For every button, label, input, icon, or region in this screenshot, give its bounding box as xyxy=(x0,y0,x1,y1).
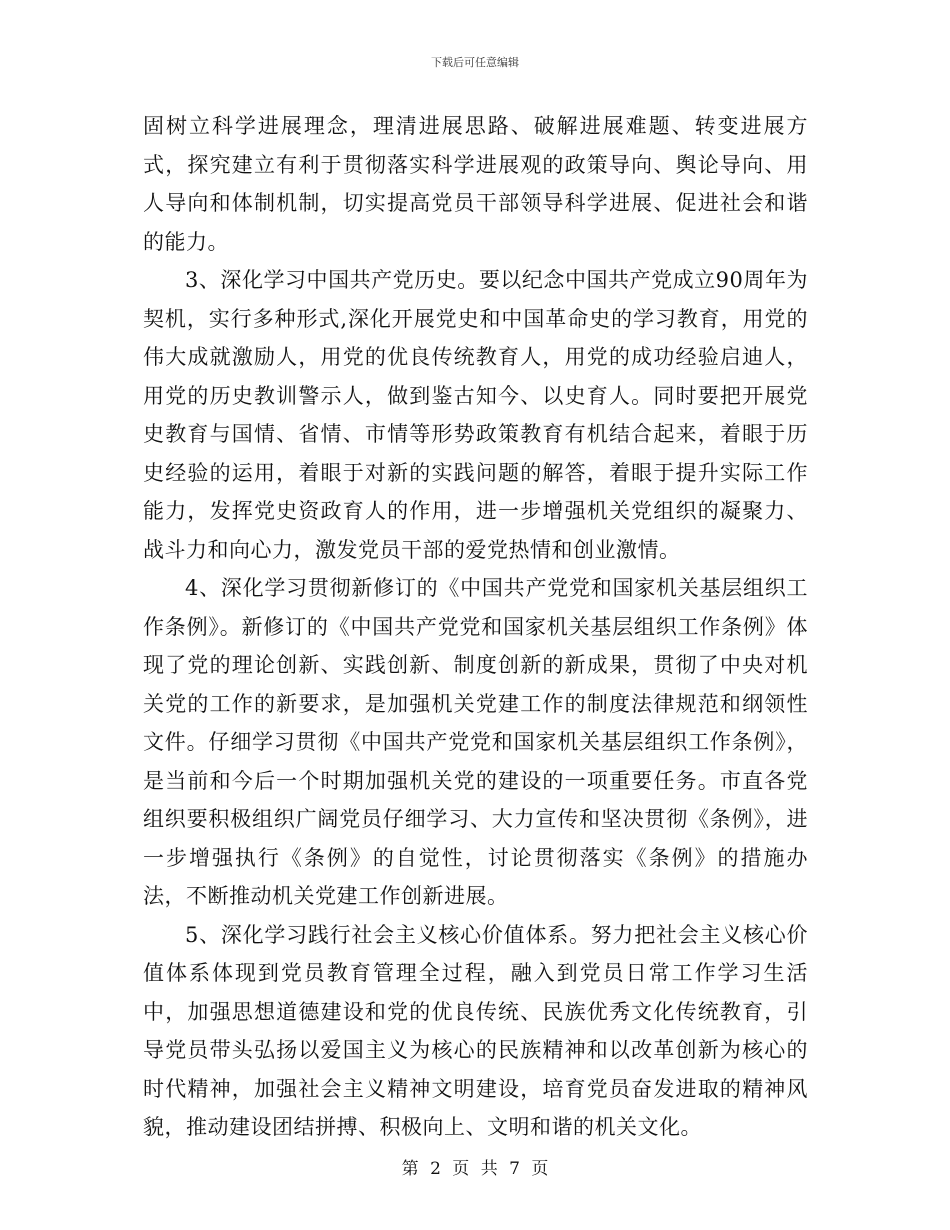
paragraph-party-history: 3、深化学习中国共产党历史。要以纪念中国共产党成立90周年为契机，实行多种形式,深化开展党史和中国革命史的学习教育，用党的伟大成就激励人，用党的优良传统教育人，用党的成功经验启迪人，用党的历史教训警示人，做到鉴古知今、以史育人。同时要把开展党史教育与国情、省情、市情等形势政策教育有机结合起来，着眼于历史经验的运用，着眼于对新的实践问题的解答，着眼于提升实际工作能力，发挥党史资政育人的作用，进一步增强机关党组织的凝聚力、战斗力和向心力，激发党员干部的爱党热情和创业激情。 xyxy=(143,268,808,562)
paragraph-work-regulations: 4、深化学习贯彻新修订的《中国共产党党和国家机关基层组织工作条例》。新修订的《中国共产党党和国家机关基层组织工作条例》体现了党的理论创新、实践创新、制度创新的新成果，贯彻了中央对机关党的工作的新要求，是加强机关党建工作的制度法律规范和纲领性文件。仔细学习贯彻《中国共产党党和国家机关基层组织工作条例》，是当前和今后一个时期加强机关党的建设的一项重要任务。市直各党组织要积极组织广阔党员仔细学习、大力宣传和坚决贯彻《条例》，进一步增强执行《条例》的自觉性，讨论贯彻落实《条例》的措施办法，不断推动机关党建工作创新进展。 xyxy=(143,576,808,908)
paragraph-core-values: 5、深化学习践行社会主义核心价值体系。努力把社会主义核心价值体系体现到党员教育管理全过程，融入到党员日常工作学习生活中，加强思想道德建设和党的优良传统、民族优秀文化传统教育，引导党员带头弘扬以爱国主义为核心的民族精神和以改革创新为核心的时代精神，加强社会主义精神文明建设，培育党员奋发进取的精神风貌，推动建设团结拼搏、积极向上、文明和谐的机关文化。 xyxy=(143,922,808,1139)
paragraph-continued: 固树立科学进展理念，理清进展思路、破解进展难题、转变进展方式，探究建立有利于贯彻落实科学进展观的政策导向、舆论导向、用人导向和体制机制，切实提高党员干部领导科学进展、促进社会和谐的能力。 xyxy=(143,114,808,254)
page-number-footer: 第 2 页 共 7 页 xyxy=(401,1159,549,1179)
document-body xyxy=(143,107,808,1147)
page-header: 下载后可任意编辑 xyxy=(431,56,519,69)
